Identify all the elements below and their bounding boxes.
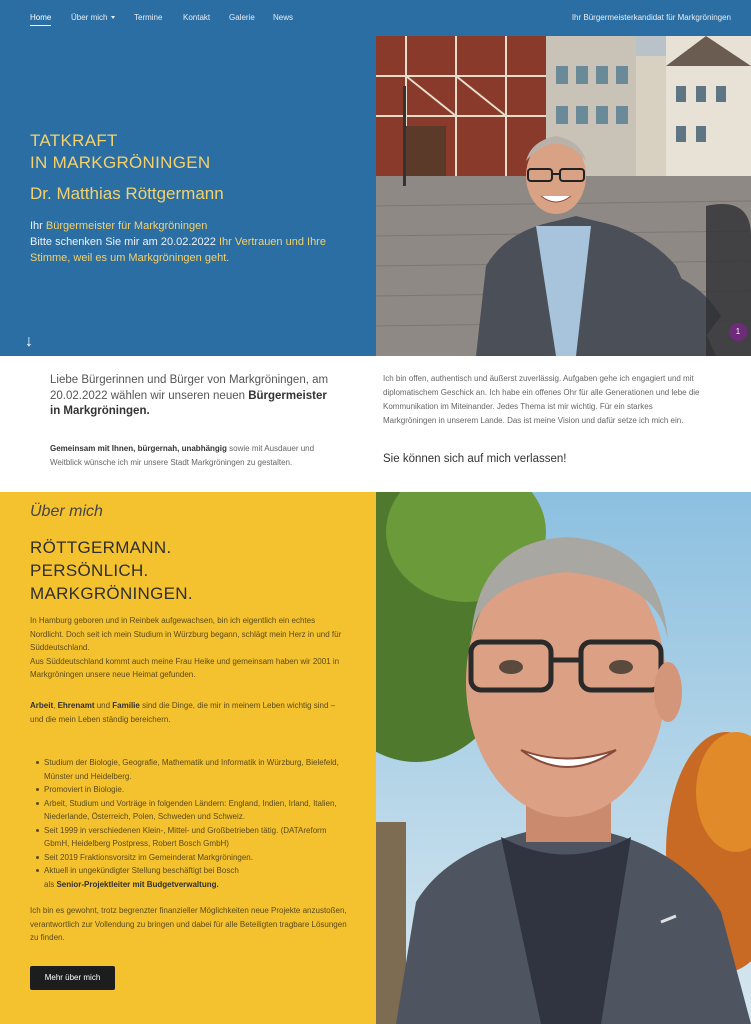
about-headline-3: MARKGRÖNINGEN. xyxy=(30,584,193,603)
site-tagline: Ihr Bürgermeisterkandidat für Markgröningen xyxy=(571,13,731,22)
list-item xyxy=(44,864,344,891)
value-ehrenamt: Ehrenamt xyxy=(57,701,95,710)
list-item: Seit 2019 Fraktionsvorsitz im Gemeinderat Markgröningen. xyxy=(44,851,344,865)
nav-news[interactable]: News xyxy=(273,13,294,22)
hero-photo xyxy=(376,36,751,356)
hero-text-1-bold: Bürgermeister für Markgröningen xyxy=(45,220,208,232)
hero-text-1: Ihr xyxy=(30,220,46,232)
hero-tagline xyxy=(30,130,210,174)
intro-lead xyxy=(50,373,340,420)
intro-section xyxy=(0,356,751,492)
portrait-town-square-image xyxy=(376,36,751,356)
about-paragraph-1a: In Hamburg geboren und in Reinbek aufgewachsen, bin ich eigentlich ein echtes Nordlicht. Doch seit ich mein Studium in Würzburg begann, schlägt mein Herz in und für Süddeutschland. xyxy=(30,616,342,652)
hero-tagline-line1: TATKRAFT xyxy=(30,131,118,150)
list-last-1: Aktuell in ungekündigter Stellung beschäftigt bei Bosch xyxy=(44,866,239,875)
intro-lead-text: Liebe Bürgerinnen und Bürger von Markgröningen, am 20.02.2022 wählen wir unseren neuen xyxy=(50,374,329,402)
about-cv-list xyxy=(44,756,344,891)
values-separator-2: und xyxy=(94,701,113,710)
values-separator-1: , xyxy=(53,701,58,710)
about-photo xyxy=(376,492,751,1024)
nav-termine[interactable]: Termine xyxy=(134,13,163,22)
value-arbeit: Arbeit xyxy=(30,701,54,710)
hero-text-2: Bitte schenken Sie mir am 20.02.2022 xyxy=(30,236,219,248)
nav-home[interactable]: Home xyxy=(30,13,52,22)
hero-text-2-bold: Ihr Vertrauen und Ihre Stimme, weil es um Markgröningen geht. xyxy=(30,236,326,264)
intro-paragraph-text: sowie mit Ausdauer und Weitblick wünsche ich mir unsere Stadt Markgröningen zu gestalten. xyxy=(50,444,315,467)
intro-paragraph-bold: Gemeinsam mit Ihnen, bürgernah, unabhängig xyxy=(50,444,227,453)
nav-ueber-mich-label: Über mich xyxy=(71,13,108,22)
about-values xyxy=(30,699,350,726)
about-paragraph-1 xyxy=(30,614,350,682)
intro-lead-bold: Bürgermeister in Markgröningen. xyxy=(50,389,327,417)
chevron-down-icon xyxy=(111,16,115,19)
notification-badge[interactable]: 1 xyxy=(729,323,747,341)
about-headline xyxy=(30,536,193,605)
list-item: Studium der Biologie, Geografie, Mathematik und Informatik in Würzburg, Bielefeld, Münster und Heidelberg. xyxy=(44,756,344,783)
about-paragraph-3: Ich bin es gewohnt, trotz begrenzter finanzieller Möglichkeiten neue Projekte anzustoßen, verantwortlich zur Vollendung zu bringen und dabei für alle Beteiligten tragbare Lösungen zu finden. xyxy=(30,906,347,942)
nav-ueber-mich[interactable] xyxy=(71,13,115,22)
list-item: Promoviert in Biologie. xyxy=(44,783,344,797)
intro-right-text: Ich bin offen, authentisch und äußerst zuverlässig. Aufgaben gehe ich engagiert und mit diplomatischem Geschick an. Ich habe ein offenes Ohr für alle Generationen und lebe die Kommunikation im Miteinander. Jedes Thema ist mir wichtig. Für ein starkes Markgröningen in unserem Lande. Das ist meine Vision und dafür setze ich mich ein. xyxy=(383,374,700,425)
candidate-name: Dr. Matthias Röttgermann xyxy=(30,184,224,203)
nav-kontakt[interactable]: Kontakt xyxy=(183,13,211,22)
intro-claim: Sie können sich auf mich verlassen! xyxy=(383,453,567,465)
list-item: Arbeit, Studium und Vorträge in folgenden Ländern: England, Indien, Irland, Italien, Niederlande, Österreich, Polen, Schweden und Schweiz. xyxy=(44,797,344,824)
nav-galerie[interactable]: Galerie xyxy=(229,13,255,22)
intro-paragraph xyxy=(50,442,340,470)
hero-text xyxy=(30,218,350,266)
hero-section xyxy=(0,36,376,356)
about-section xyxy=(0,492,376,1024)
portrait-closeup-image xyxy=(376,492,751,1024)
values-rest: sind die Dinge, die mir in meinem Leben wichtig sind – und die mein Leben ständig bereichern. xyxy=(30,701,336,724)
hero-tagline-line2: IN MARKGRÖNINGEN xyxy=(30,153,211,172)
more-about-me-button[interactable]: Mehr über mich xyxy=(30,966,115,990)
top-navigation xyxy=(0,0,751,36)
list-item: Seit 1999 in verschiedenen Klein-, Mittel- und Großbetrieben tätig. (DATAreform GbmH, Heidelberg Postpress, Robert Bosch GmbH) xyxy=(44,824,344,851)
list-last-bold: Senior-Projektleiter mit Budgetverwaltung. xyxy=(56,879,219,889)
arrow-down-icon[interactable]: ↓ xyxy=(25,333,33,350)
about-paragraph-1b: Aus Süddeutschland kommt auch meine Frau Heike und gemeinsam haben wir 2001 in Markgröningen unsere neue Heimat gefunden. xyxy=(30,656,340,679)
about-headline-2: PERSÖNLICH. xyxy=(30,561,149,580)
value-familie: Familie xyxy=(112,701,140,710)
about-headline-1: RÖTTGERMANN. xyxy=(30,538,172,557)
list-last-2: als xyxy=(44,879,57,889)
about-kicker: Über mich xyxy=(30,503,103,520)
